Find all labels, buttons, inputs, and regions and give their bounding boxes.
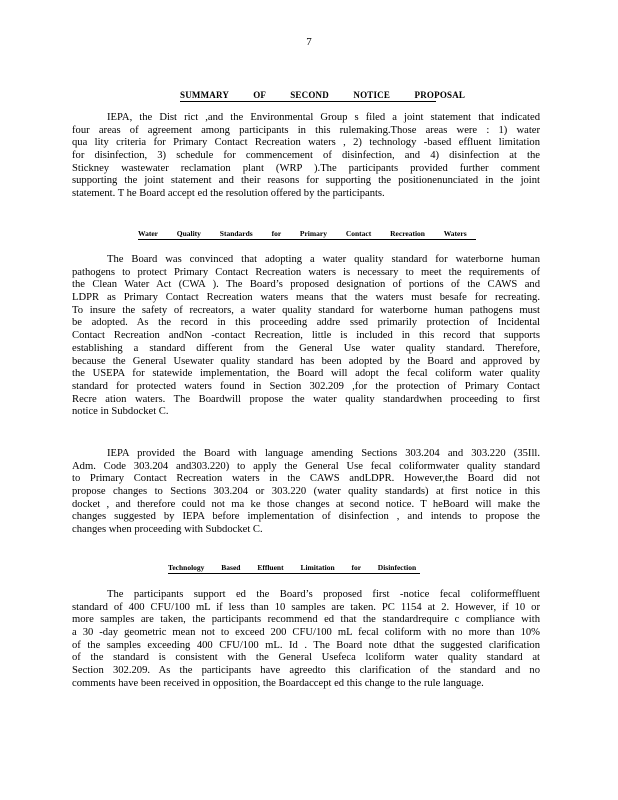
text-line: for disinfection, 3) schedule for commencement of disinfection, and 4) disinfection at the — [72, 150, 540, 162]
text-line: Adm. Code 303.204 and303.220) to apply the General Use fecal coliformwater quality standard — [72, 460, 540, 472]
text-line: to Primary Contact Recreation waters in the CAWS andLDPR. However,the Board did not — [72, 473, 540, 485]
text-line: a 30 -day geometric mean not to exceed 200 CFU/100 mL fecal coliform with no more than 10% — [72, 627, 540, 639]
text-line: pathogens to protect Primary Contact Recreation waters is necessary to meet the requirements of — [72, 266, 540, 278]
text-line: four areas of agreement among participants in this rulemaking.Those areas were : 1) water — [72, 124, 540, 136]
text-line: supporting the joint statement and their reasons for supporting the positionenunciated in the joint — [72, 175, 540, 187]
text-line: IEPA provided the Board with language amending Sections 303.204 and 303.220 (35Ill. — [107, 448, 540, 459]
water-quality-paragraph-1 — [72, 254, 540, 419]
technology-paragraph-1 — [72, 589, 540, 691]
text-line: more samples are taken, the participants recommend ed that the standardrequire c compliance with — [72, 614, 540, 626]
text-line: propose changes to Sections 303.204 or 303.220 (water quality standards) at first notice in this — [72, 486, 540, 498]
text-line: To insure the safety of recreators, a water quality standard for waterborne human pathogens must — [72, 304, 540, 316]
text-line: Section 302.209. As the participants have agreedto this clarification of the standard and no — [72, 665, 540, 677]
text-line: the USEPA for statewide implementation, the Board will adopt the fecal coliform water quality — [72, 368, 540, 380]
page-number: 7 — [306, 36, 312, 48]
subheading-water-quality-standards: Water Quality Standards for Primary Contact Recreation Waters — [138, 229, 476, 240]
water-quality-paragraph-2 — [72, 448, 540, 537]
text-line: standard of 400 CFU/100 mL if less than 10 samples are taken. PC 1154 at 2. However, if 10 or — [72, 601, 540, 613]
text-line: qua lity criteria for Primary Contact Recreation waters , 2) technology -based effluent limitation — [72, 137, 540, 149]
text-line: IEPA, the Dist rict ,and the Environmental Group s filed a joint statement that indicated — [107, 112, 540, 123]
subheading-technology-based-effluent: Technology Based Effluent Limitation for Disinfection — [168, 563, 420, 574]
section-heading-summary: SUMMARY OF SECOND NOTICE PROPOSAL — [180, 90, 466, 100]
text-line: of the standard is consistent with the General Usefeca lcoliform water quality standard at — [72, 652, 540, 664]
text-line: The Board was convinced that adopting a water quality standard for waterborne human — [107, 254, 540, 265]
text-line: The participants support ed the Board’s proposed first -notice fecal coliformeffluent — [107, 589, 540, 600]
text-line: changes suggested by IEPA before implementation of disinfection , and intends to propose the — [72, 511, 540, 523]
text-line: Stickney wastewater reclamation plant (WRP ).The participants provided further comment — [72, 162, 540, 174]
text-line: standard for protected waters found in Section 302.209 ,for the protection of Primary Contact — [72, 380, 540, 392]
text-line: changes when proceeding with Subdocket C. — [72, 524, 263, 536]
text-line: notice in Subdocket C. — [72, 406, 169, 418]
text-line: of the samples exceeding 400 CFU/100 mL. Id . The Board note dthat the suggested clarification — [72, 639, 540, 651]
text-line: docket , and therefore could not ma ke those changes at second notice. T heBoard will make the — [72, 498, 540, 510]
text-line: be adopted. As the record in this proceeding addre ssed primarily protection of Incidental — [72, 317, 540, 329]
intro-paragraph — [72, 112, 540, 201]
text-line: LDPR as Primary Contact Recreation waters means that the waters must besafe for recreating. — [72, 292, 540, 304]
text-line: establishing a standard different from the General Use water quality standard. Therefore, — [72, 342, 540, 354]
text-line: the Clean Water Act (CWA ). The Board’s proposed designation of portions of the CAWS and — [72, 279, 540, 291]
text-line: statement. T he Board accept ed the resolution offered by the participants. — [72, 188, 385, 200]
text-line: because the General Usewater quality standard has been adopted by the Board and approved by — [72, 355, 540, 367]
text-line: Contact Recreation andNon -contact Recreation, little is included in this record that supports — [72, 330, 540, 342]
text-line: comments have been received in opposition, the Boardaccept ed this change to the rule language. — [72, 677, 484, 689]
text-line: Recre ation waters. The Boardwill propose the water quality standardwhen proceeding to first — [72, 393, 540, 405]
